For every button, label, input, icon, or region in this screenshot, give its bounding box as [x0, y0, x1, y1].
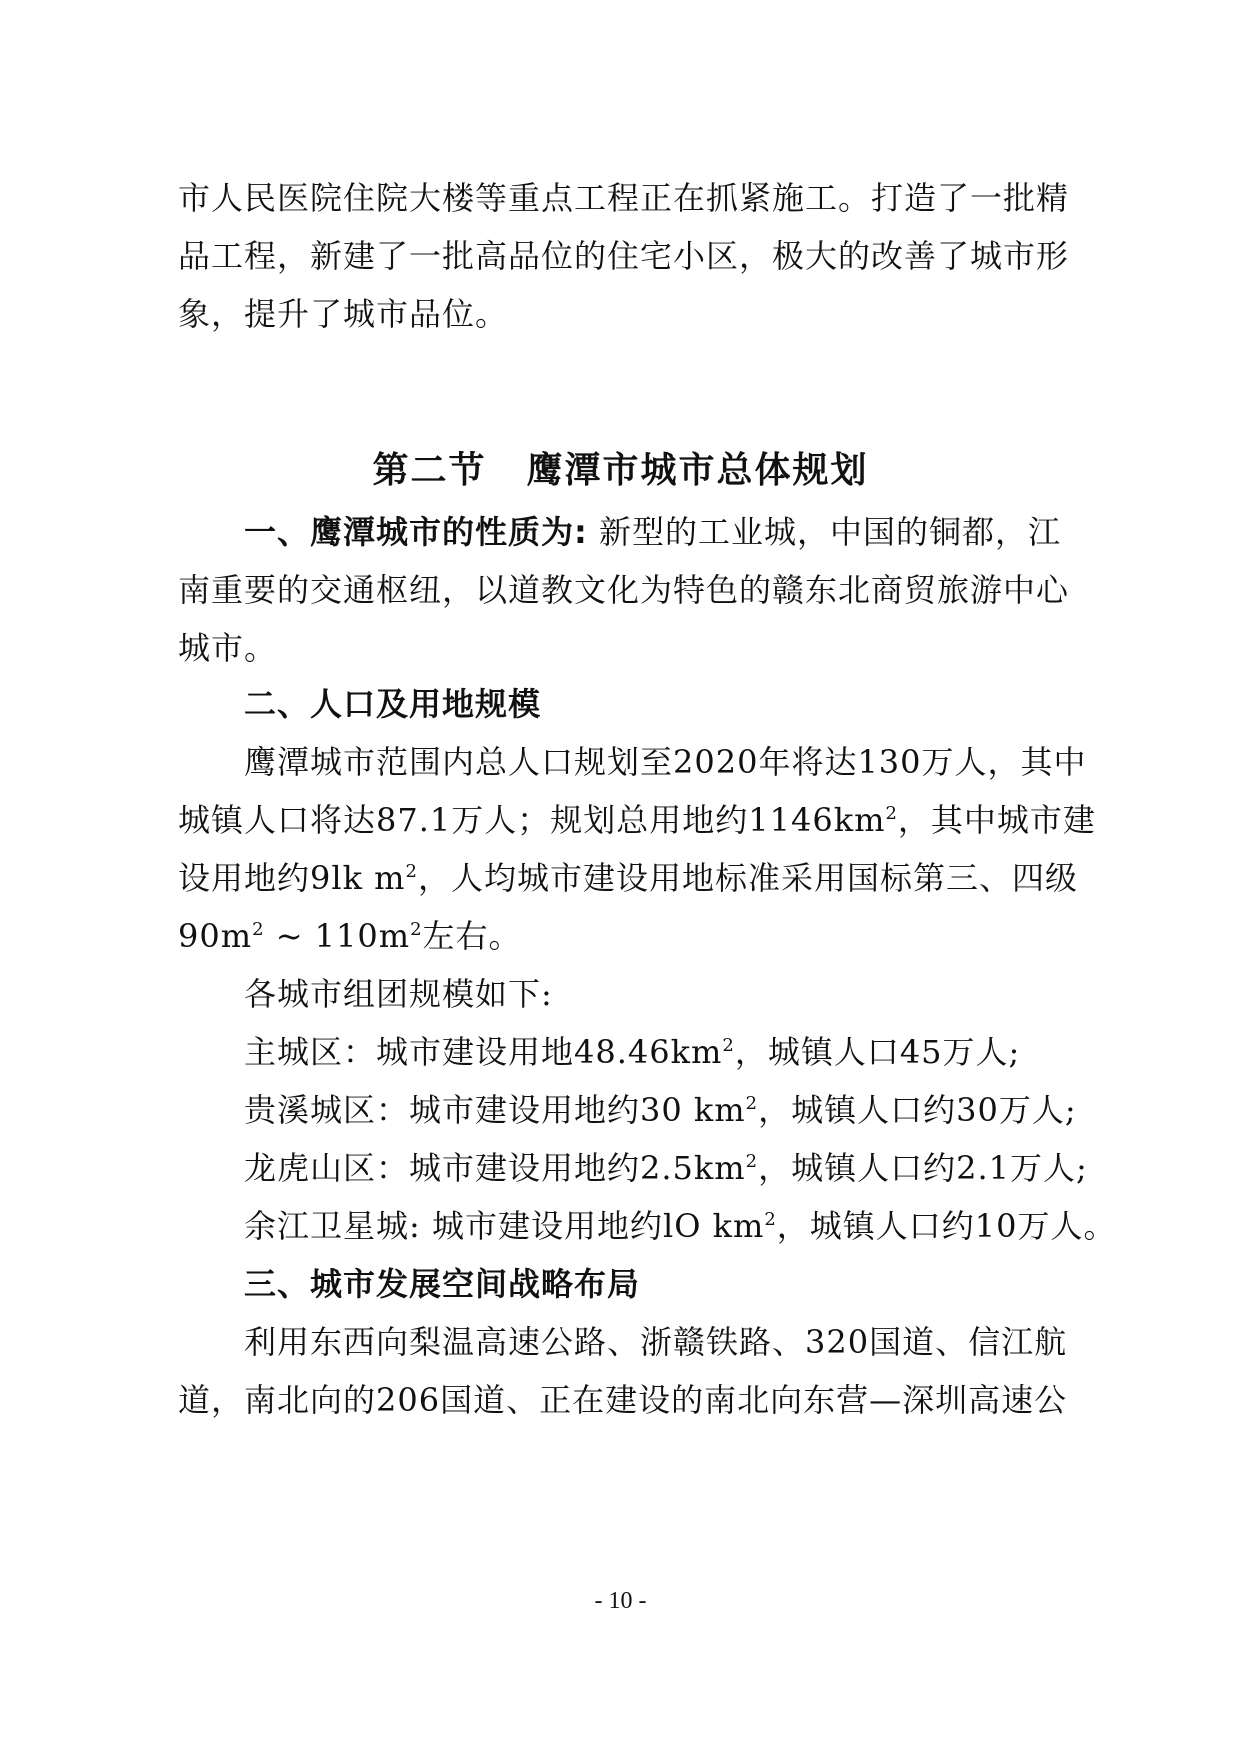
intro-line-1: 市人民医院住院大楼等重点工程正在抓紧施工。打造了一批精: [178, 179, 1070, 217]
s1-line-2: 南重要的交通枢纽，以道教文化为特色的赣东北商贸旅游中心: [178, 571, 1070, 609]
s2-group-4b: ，城镇人口约10万人。: [776, 1207, 1117, 1245]
s3-heading: 三、城市发展空间战略布局: [244, 1265, 641, 1303]
s2-para-line-1: 鹰潭城市范围内总人口规划至2020年将达130万人，其中: [244, 743, 1087, 781]
s1-line-3: 城市。: [178, 629, 278, 667]
s1-line-1: [244, 512, 1061, 552]
section-title: [0, 442, 1241, 493]
s2-para-line-3: [178, 858, 1078, 898]
s2-group-3b: ，城镇人口约2.1万人;: [758, 1149, 1088, 1187]
s3-para-line-1: 利用东西向梨温高速公路、浙赣铁路、320国道、信江航: [244, 1323, 1068, 1361]
s2-group-2: [244, 1090, 1077, 1130]
page-number: - 10 -: [594, 1588, 647, 1614]
superscript: 2: [745, 1093, 759, 1114]
superscript: 2: [745, 1151, 759, 1172]
s2-group-1: [244, 1032, 1058, 1072]
s2-group-2b: ，城镇人口约30万人;: [758, 1091, 1077, 1129]
s2-group-1b: ，城镇人口45万人;: [734, 1033, 1021, 1071]
intro-line-2: 品工程，新建了一批高品位的住宅小区，极大的改善了城市形: [178, 237, 1070, 275]
s2-para-line-2b: ，其中城市建: [897, 801, 1096, 839]
s2-para-line-4a: 90m: [178, 917, 253, 955]
s2-group-4: [244, 1206, 1117, 1246]
s2-heading: 二、人口及用地规模: [244, 685, 542, 723]
superscript: 2: [885, 803, 898, 824]
s2-groups-intro: 各城市组团规模如下:: [244, 975, 553, 1013]
s1-heading: 一、鹰潭城市的性质为:: [244, 513, 588, 551]
section-number: 第二节: [372, 450, 487, 491]
s2-group-1a: 主城区：城市建设用地48.46km: [244, 1033, 723, 1071]
s2-para-line-2a: 城镇人口将达87.1万人；规划总用地约1146km: [178, 801, 886, 839]
s2-para-line-4c: 左右。: [422, 917, 522, 955]
section-name: 鹰潭市城市总体规划: [526, 450, 869, 491]
s3-para-line-2: 道，南北向的206国道、正在建设的南北向东营—深圳高速公: [178, 1381, 1068, 1419]
s2-para-line-3b: ，人均城市建设用地标准采用国标第三、四级: [417, 859, 1078, 897]
superscript: 2: [410, 919, 423, 940]
s2-para-line-4: [178, 916, 1058, 956]
intro-line-3: 象，提升了城市品位。: [178, 295, 509, 333]
s2-group-4a: 余江卫星城: 城市建设用地约lO km: [244, 1207, 765, 1245]
s2-group-3: [244, 1148, 1088, 1188]
superscript: 2: [252, 919, 265, 940]
s1-line-1-text: 新型的工业城，中国的铜都，江: [587, 513, 1061, 551]
s2-para-line-2: [178, 800, 1096, 840]
s2-group-2a: 贵溪城区：城市建设用地约30 km: [244, 1091, 746, 1129]
s2-group-3a: 龙虎山区：城市建设用地约2.5km: [244, 1149, 746, 1187]
superscript: 2: [405, 861, 418, 882]
s2-para-line-4b: ~ 110m: [264, 917, 411, 955]
superscript: 2: [764, 1209, 777, 1230]
superscript: 2: [722, 1035, 735, 1056]
s2-para-line-3a: 设用地约9lk m: [178, 859, 406, 897]
